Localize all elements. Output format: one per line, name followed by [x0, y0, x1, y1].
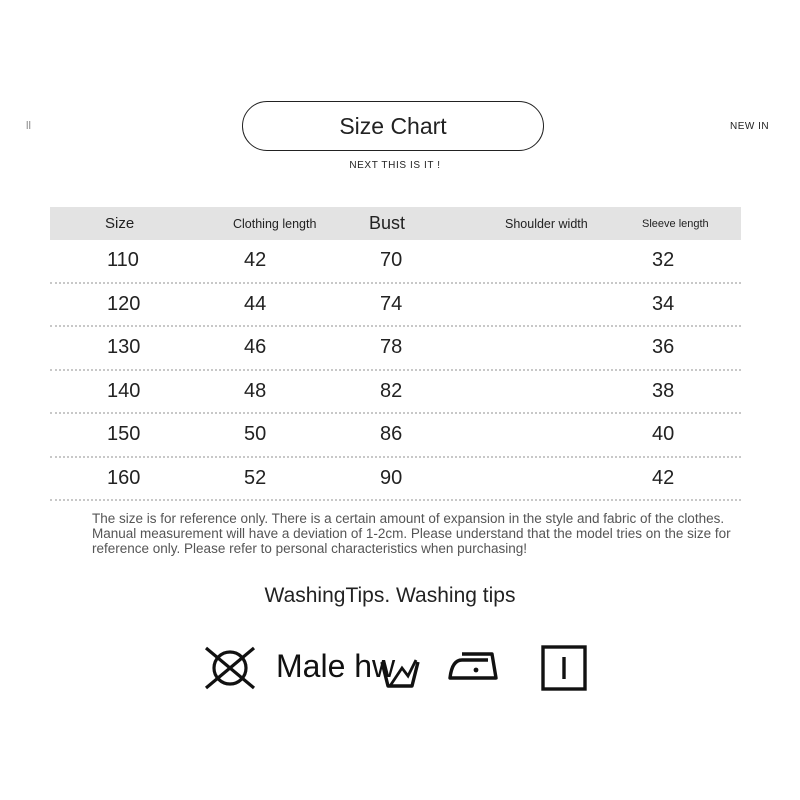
table-row	[50, 284, 741, 328]
cell-clothing-length: 44	[244, 292, 267, 315]
cell-size: 140	[107, 379, 141, 402]
cell-size: 160	[107, 466, 141, 489]
cell-clothing-length: 52	[244, 466, 267, 489]
column-header-bust: Bust	[369, 213, 406, 233]
cell-sleeve-length: 32	[652, 249, 675, 272]
cell-sleeve-length: 36	[652, 336, 675, 359]
table-row	[50, 327, 741, 371]
no-tumble-dry-icon	[202, 644, 258, 692]
cell-bust: 74	[380, 292, 403, 315]
table-row	[50, 371, 741, 415]
cell-clothing-length: 46	[244, 336, 267, 359]
column-header-size: Size	[105, 215, 135, 232]
page-title: Size Chart	[242, 101, 544, 151]
cell-size: 150	[107, 423, 141, 446]
cell-bust: 70	[380, 249, 403, 272]
cell-clothing-length: 48	[244, 379, 267, 402]
hand-wash-icon	[378, 652, 422, 690]
table-row	[50, 240, 741, 284]
iron-low-icon	[446, 648, 506, 686]
page-subtitle: NEXT THIS IS IT !	[349, 160, 441, 171]
cell-sleeve-length: 38	[652, 379, 675, 402]
cell-bust: 78	[380, 336, 403, 359]
table-row	[50, 458, 741, 502]
size-disclaimer	[92, 511, 792, 556]
table-row	[50, 414, 741, 458]
care-label-text: Male hw	[276, 648, 396, 684]
disclaimer-line: The size is for reference only. There is a certain amount of expansion in the style and fabric of the clothes.	[92, 511, 725, 526]
cell-bust: 82	[380, 379, 403, 402]
line-dry-icon	[540, 644, 588, 692]
column-header-shoulder-width: Shoulder width	[505, 216, 588, 231]
cell-size: 120	[107, 292, 141, 315]
column-header-sleeve-length: Sleeve length	[642, 217, 709, 230]
column-header-clothing-length: Clothing length	[233, 216, 317, 231]
cell-sleeve-length: 40	[652, 423, 675, 446]
cell-bust: 90	[380, 466, 403, 489]
cell-sleeve-length: 34	[652, 292, 675, 315]
washing-tips-title: WashingTips. Washing tips	[264, 584, 516, 607]
disclaimer-line: reference only. Please refer to personal characteristics when purchasing!	[92, 541, 527, 556]
disclaimer-line: Manual measurement will have a deviation of 1-2cm. Please understand that the model tries on the size for	[92, 526, 731, 541]
cell-size: 130	[107, 336, 141, 359]
cell-size: 110	[107, 249, 139, 272]
left-mark: ll	[26, 120, 31, 132]
size-table	[50, 207, 741, 501]
table-header	[50, 207, 741, 240]
cell-clothing-length: 42	[244, 249, 267, 272]
cell-sleeve-length: 42	[652, 466, 675, 489]
cell-bust: 86	[380, 423, 403, 446]
cell-clothing-length: 50	[244, 423, 267, 446]
new-in-badge: NEW IN	[730, 121, 770, 132]
